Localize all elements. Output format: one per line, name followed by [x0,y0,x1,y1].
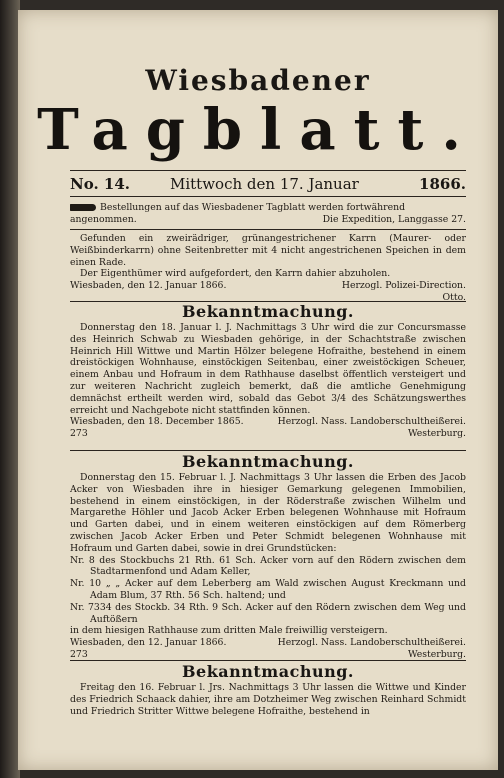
issue-year: 1866. [419,175,466,193]
found-item-notice [70,233,466,304]
section-closing: in dem hiesigen Rathhause zum dritten Male freiwillig versteigern. [70,625,388,637]
list-item: Nr. 8 des Stockbuchs 21 Rth. 61 Sch. Acker vorn auf den Rödern zwischen dem Stadtarmenfond und Adam Keller, [70,554,466,578]
notice-signature: Otto. [442,291,466,303]
section-heading: Bekanntmachung. [181,662,354,681]
list-item: Nr. 10 „ „ Acker auf dem Leberberg am Wald zwischen August Kreckmann und Adam Blum, 37 Rth. 56 Sch. haltend; und [70,578,466,601]
issue-number: No. 14. [70,175,130,193]
divider [70,229,466,230]
masthead-title-top: Wiesbadener [145,64,371,97]
notice-place: Wiesbaden, den 12. Januar 1866. [70,280,227,292]
section-text: Freitag den 16. Februar l. Jrs. Nachmittags 3 Uhr lassen die Wittwe und Kinder des Friedrich Schaack dahier, ihre am Dotzheimer Weg zwischen Reinhard Schmidt und Friedrich Stritter Wittwe belegene Hofraithe, bestehend in [70,682,466,717]
notice-text: Gefunden ein zweirädriger, grünangestrichener Karrn (Maurer- oder Weißbinderkarrn) ohne Seitenbretter mit 4 nicht angestrichenen Speichen in dem einen Rade. [70,233,466,268]
section-body [70,682,466,717]
section-heading: Bekanntmachung. [181,302,354,321]
section-authority: Herzogl. Nass. Landoberschultheißerei. [277,637,466,649]
section-signature: Westerburg. [407,648,466,660]
dateline [70,175,466,197]
notice-signature: Die Expedition, Langgasse 27. [322,213,466,225]
section-number: 273 [70,648,88,660]
section-body [70,322,466,440]
section-place: Wiesbaden, den 12. Januar 1866. [70,637,227,649]
divider [70,196,466,197]
divider [70,450,466,451]
section-place: Wiesbaden, den 18. December 1865. [70,416,244,428]
notice-authority: Herzogl. Polizei-Direction. [341,280,466,292]
divider [70,170,466,171]
section-signature: Westerburg. [407,428,466,440]
notice-line: Bestellungen auf das Wiesbadener Tagblatt werden fortwährend [100,202,406,213]
section-number: 273 [70,428,88,440]
divider [70,660,466,661]
notice-line: angenommen. [70,213,137,225]
section-text: Donnerstag den 18. Januar l. J. Nachmittags 3 Uhr wird die zur Concursmasse des Heinrich Schwab zu Wiesbaden gehörige, in der Schachtstraße zwischen Heinrich Hill Wittwe und Martin Hölzer belegene Hofraithe, bestehend in einem dreistöckigen Wohnhause, einstöckigen Seitenbau, einer zweistöckigen Scheuer, einem Anbau und Hofraum in dem Rathhause daselbst öffentlich versteigert und zur weiteren Nachricht zugleich bemerkt, daß die amtliche Genehmigung demnächst ertheilt werden wird, sobald das Gebot 3/4 des Schätzungswerthes erreicht und Nachgebote nicht stattfinden können. [70,322,466,416]
list-item: Nr. 7334 des Stockb. 34 Rth. 9 Sch. Acker auf den Rödern zwischen dem Weg und Auftößern [70,601,466,625]
notice-text: Der Eigenthümer wird aufgefordert, den Karrn dahier abzuholen. [80,268,391,280]
newspaper-page [18,10,498,770]
section-heading: Bekanntmachung. [181,452,354,471]
section-text: Donnerstag den 15. Februar l. J. Nachmittags 3 Uhr lassen die Erben des Jacob Acker von Wiesbaden ihre in hiesiger Gemarkung gelegenen Immobilien, bestehend in einem einstöckigen, in der Röderstraße zwischen Wilhelm und Margarethe Höhler und Jacob Acker Erben belegenen Wohnhause mit Hofraum und Garten dabei, und in einem weiteren einstöckigen auf dem Römerberg zwischen Jacob Acker Erben und Peter Schmidt belegenen Wohnhause mit Hofraum und Garten dabei, sowie in drei Grundstücken: [70,472,466,554]
pointing-hand-icon [70,204,96,211]
masthead-title-main: Tagblatt. [37,97,479,163]
section-authority: Herzogl. Nass. Landoberschultheißerei. [277,416,466,428]
section-body [70,472,466,661]
issue-date: Mittwoch den 17. Januar [170,175,359,193]
book-spine [0,0,20,778]
subscription-notice [70,202,466,226]
